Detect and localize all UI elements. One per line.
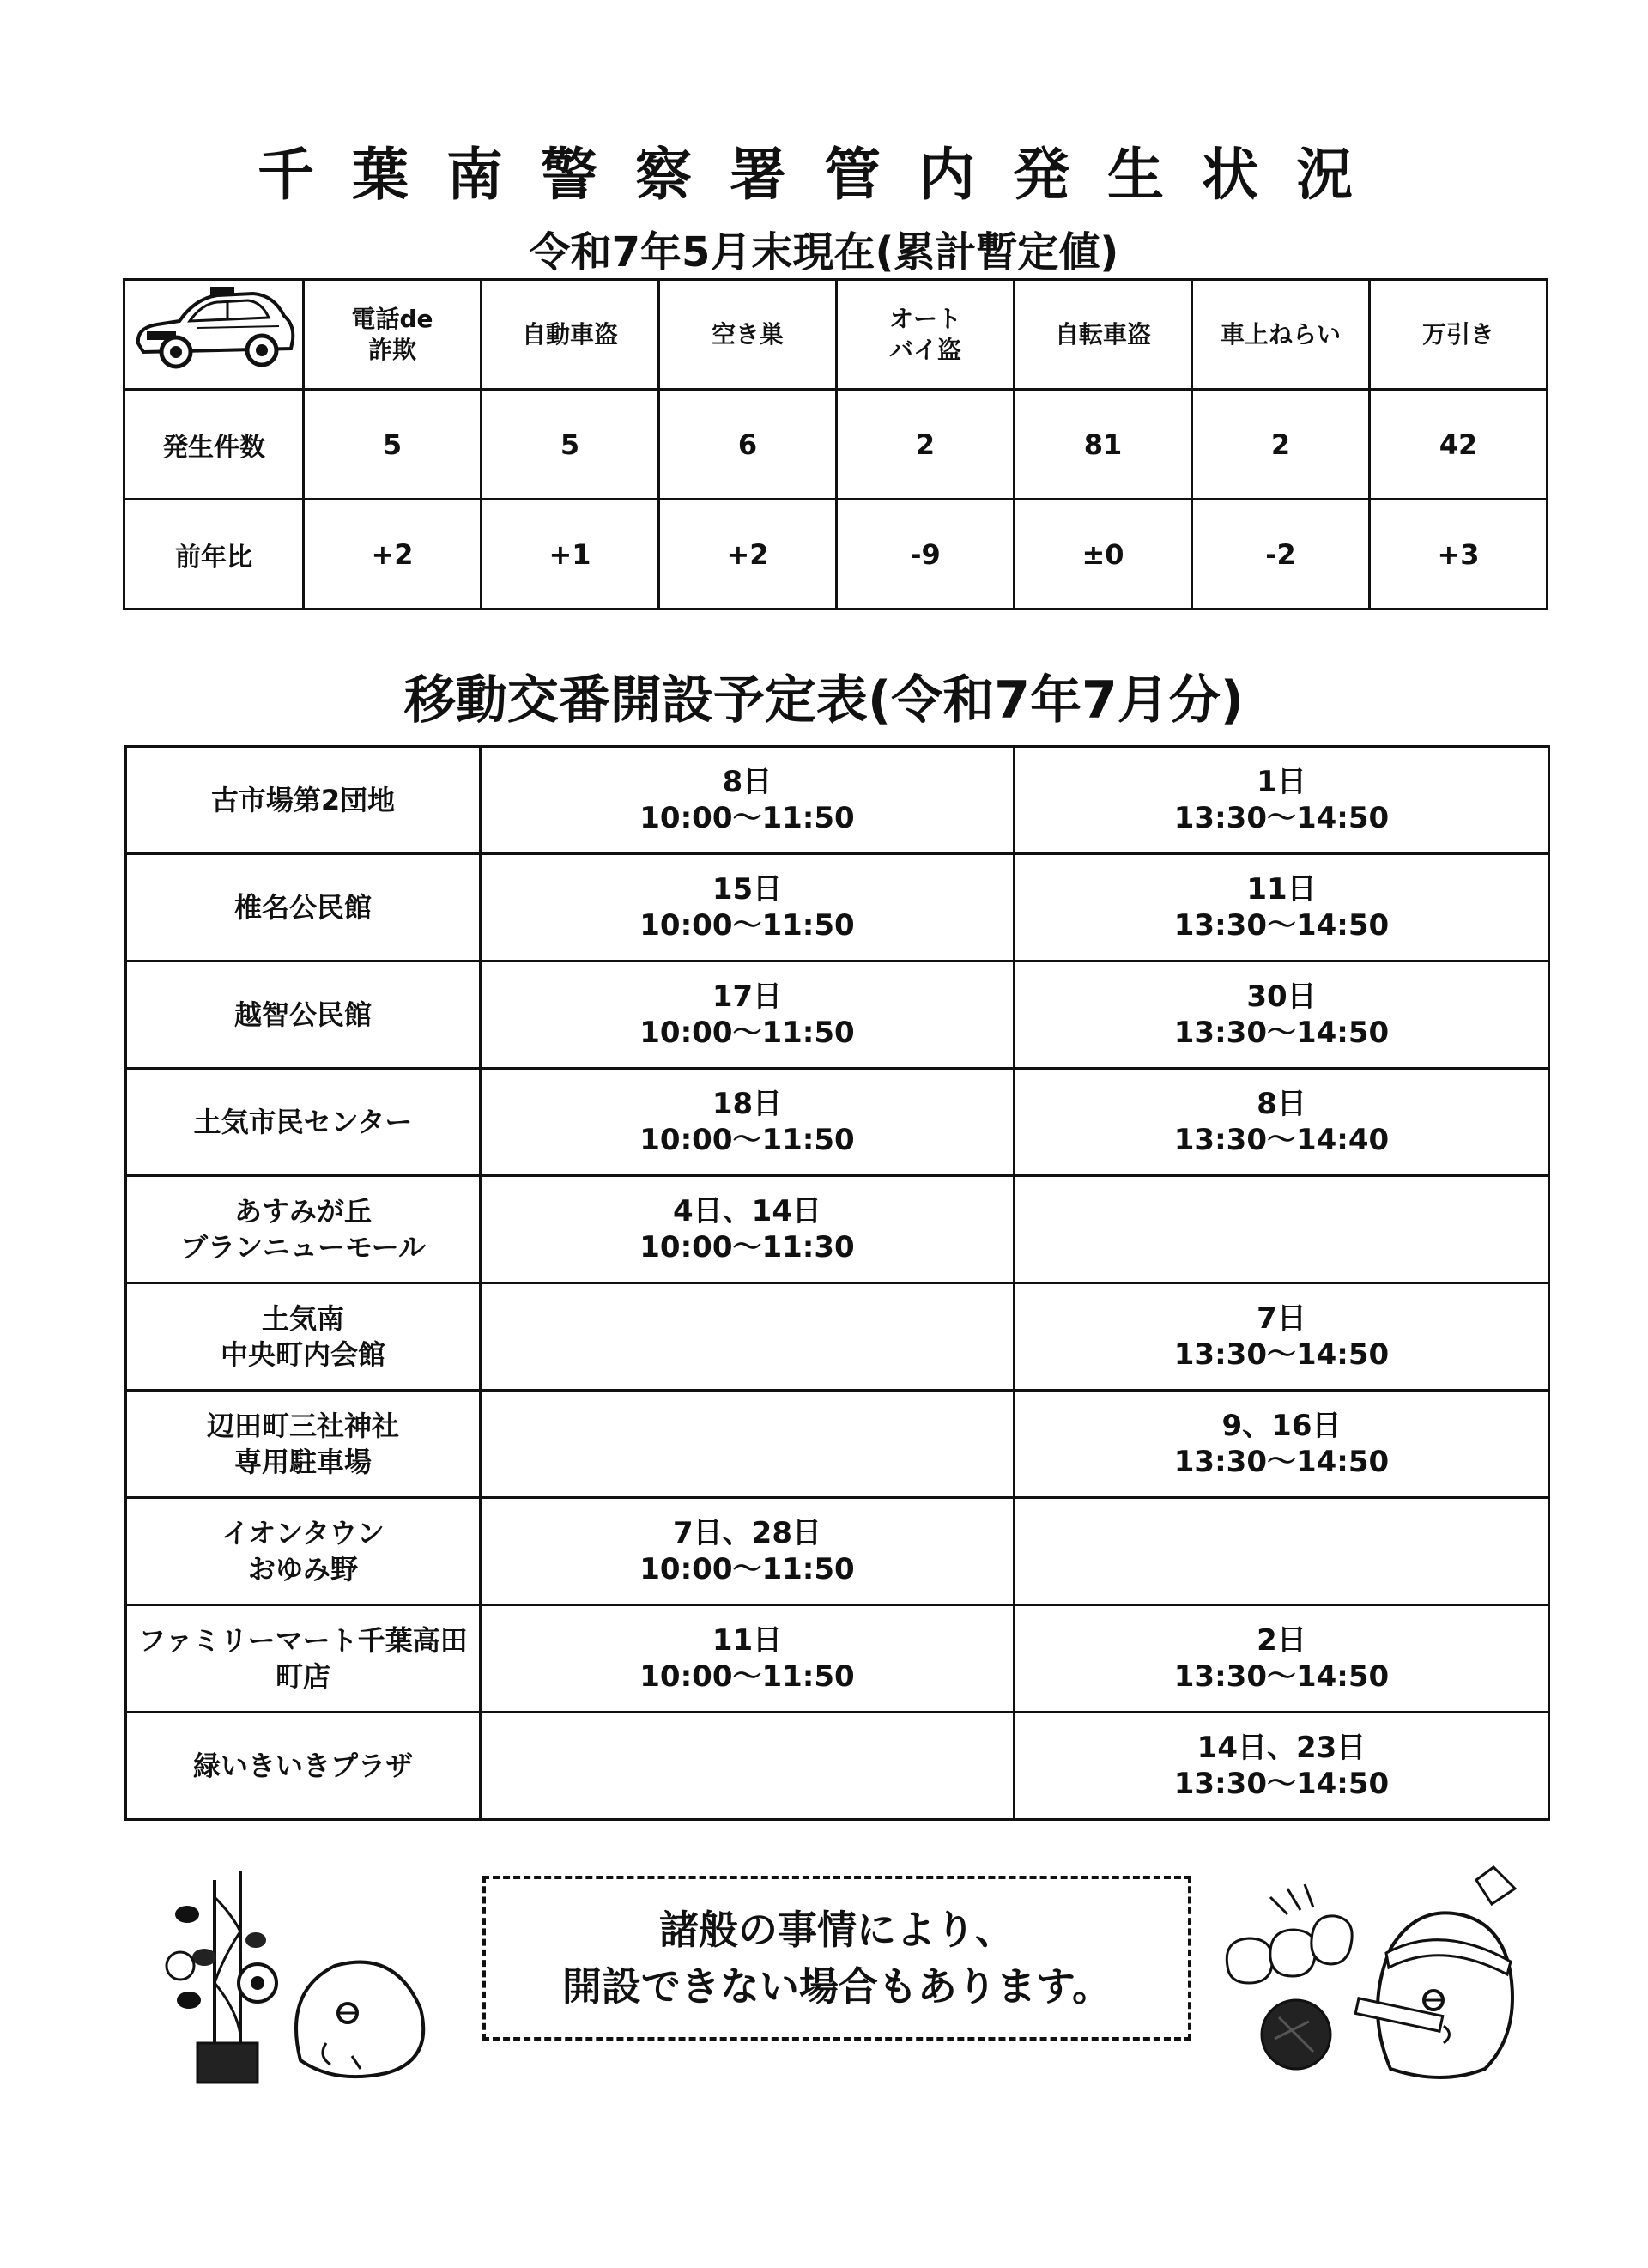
location-name: 土気市民センター — [193, 1106, 413, 1138]
pm-session-cell — [1015, 747, 1549, 854]
am-session-time: 10:00〜11:50 — [639, 801, 855, 835]
category-label: 自動車盗 — [521, 319, 618, 349]
pm-session-time: 13:30〜14:50 — [1173, 1767, 1390, 1801]
count-value: 81 — [1015, 390, 1192, 500]
page-subtitle: 令和7年5月末現在(累計暫定値) — [529, 228, 1119, 276]
am-session-cell — [481, 961, 1015, 1069]
notice-line-2: 開設できない場合もあります。 — [561, 1963, 1112, 2010]
am-session-date: 7日、28日 — [673, 1516, 821, 1550]
pm-session-time: 13:30〜14:40 — [1173, 1123, 1390, 1157]
am-session-cell — [481, 1713, 1015, 1820]
schedule-title: 移動交番開設予定表(令和7年7月分) — [403, 670, 1245, 731]
category-label: 自転車盗 — [1054, 319, 1151, 349]
pm-session-cell — [1015, 961, 1549, 1069]
am-session-date: 17日 — [712, 979, 783, 1014]
police-box-schedule-table — [124, 745, 1550, 1821]
location-cell — [126, 1069, 481, 1176]
diff-value: +3 — [1370, 500, 1548, 609]
am-session-time: 10:00〜11:50 — [639, 1016, 855, 1050]
am-session-date: 18日 — [712, 1087, 783, 1121]
category-header — [1370, 280, 1548, 390]
location-name: ブランニューモール — [179, 1231, 427, 1264]
location-name: 椎名公民館 — [233, 891, 372, 924]
location-name: 専用駐車場 — [233, 1446, 372, 1478]
pm-session-date: 30日 — [1246, 979, 1317, 1014]
category-header — [1192, 280, 1370, 390]
crime-stats-table — [123, 278, 1548, 610]
am-session-time: 10:00〜11:50 — [639, 908, 855, 943]
am-session-cell — [481, 1605, 1015, 1713]
notice-line-1: 諸般の事情により、 — [659, 1907, 1015, 1953]
location-cell — [126, 747, 481, 854]
pm-session-date: 2日 — [1257, 1623, 1306, 1658]
pm-session-date: 9、16日 — [1221, 1409, 1342, 1443]
category-label: 空き巣 — [711, 319, 784, 349]
category-label: 電話de — [351, 304, 433, 333]
pm-session-date: 14日、23日 — [1197, 1731, 1366, 1765]
location-cell — [126, 961, 481, 1069]
category-header — [304, 280, 482, 390]
diff-label: 前年比 — [124, 500, 304, 609]
location-name: イオンタウン — [221, 1517, 385, 1549]
location-cell — [126, 1605, 481, 1713]
pm-session-cell — [1015, 1498, 1549, 1605]
am-session-time: 10:00〜11:50 — [639, 1659, 855, 1694]
schedule-row — [126, 854, 1549, 961]
mascot-with-watermelon-icon — [1219, 1863, 1528, 2086]
am-session-cell — [481, 1283, 1015, 1391]
pm-session-cell — [1015, 1605, 1549, 1713]
count-value: 2 — [1192, 390, 1370, 500]
schedule-row — [126, 1176, 1549, 1283]
pm-session-date: 11日 — [1246, 872, 1317, 907]
am-session-time: 10:00〜11:30 — [639, 1230, 855, 1264]
stats-diff-row — [124, 500, 1548, 609]
schedule-row — [126, 1605, 1549, 1713]
category-header — [1015, 280, 1192, 390]
am-session-cell — [481, 1069, 1015, 1176]
am-session-cell — [481, 747, 1015, 854]
am-session-time: 10:00〜11:50 — [639, 1123, 855, 1157]
category-label: オート — [888, 304, 961, 333]
location-name: 越智公民館 — [233, 998, 372, 1031]
pm-session-cell — [1015, 854, 1549, 961]
diff-value: -9 — [837, 500, 1015, 609]
diff-value: -2 — [1192, 500, 1370, 609]
location-name: あすみが丘 — [233, 1195, 372, 1228]
location-name: おゆみ野 — [247, 1553, 358, 1586]
location-cell — [126, 854, 481, 961]
location-cell — [126, 1498, 481, 1605]
pm-session-time: 13:30〜14:50 — [1173, 801, 1390, 835]
pm-session-date: 7日 — [1257, 1301, 1306, 1336]
am-session-cell — [481, 1498, 1015, 1605]
diff-value: +2 — [304, 500, 482, 609]
stats-count-row — [124, 390, 1548, 500]
schedule-row — [126, 1498, 1549, 1605]
category-label: 万引き — [1421, 319, 1494, 349]
am-session-date: 4日、14日 — [673, 1194, 821, 1228]
count-label: 発生件数 — [124, 390, 304, 500]
schedule-row — [126, 1713, 1549, 1820]
am-session-date: 15日 — [712, 872, 783, 907]
schedule-row — [126, 1391, 1549, 1498]
pm-session-cell — [1015, 1069, 1549, 1176]
location-name: 古市場第2団地 — [210, 784, 396, 816]
category-label: 詐欺 — [367, 335, 416, 364]
category-label: 車上ねらい — [1220, 319, 1341, 349]
diff-value: +1 — [482, 500, 659, 609]
pm-session-date: 1日 — [1257, 765, 1306, 799]
am-session-date: 11日 — [712, 1623, 783, 1658]
am-session-cell — [481, 854, 1015, 961]
pm-session-time: 13:30〜14:50 — [1173, 1659, 1390, 1694]
pm-session-time: 13:30〜14:50 — [1173, 908, 1390, 943]
category-header — [837, 280, 1015, 390]
location-name: ファミリーマート千葉高田 — [138, 1624, 468, 1657]
category-header — [482, 280, 659, 390]
am-session-date: 8日 — [722, 765, 772, 799]
am-session-time: 10:00〜11:50 — [639, 1552, 855, 1586]
pm-session-time: 13:30〜14:50 — [1173, 1016, 1390, 1050]
pm-session-cell — [1015, 1176, 1549, 1283]
schedule-row — [126, 961, 1549, 1069]
pm-session-time: 13:30〜14:50 — [1173, 1337, 1390, 1372]
count-value: 2 — [837, 390, 1015, 500]
location-name: 土気南 — [261, 1302, 344, 1335]
count-value: 6 — [659, 390, 837, 500]
am-session-cell — [481, 1176, 1015, 1283]
diff-value: +2 — [659, 500, 837, 609]
stats-header-row — [124, 280, 1548, 390]
location-cell — [126, 1713, 481, 1820]
pm-session-date: 8日 — [1257, 1087, 1306, 1121]
diff-value: ±0 — [1015, 500, 1192, 609]
pm-session-cell — [1015, 1713, 1549, 1820]
location-name: 辺田町三社神社 — [206, 1410, 399, 1442]
mascot-with-morning-glory-icon — [154, 1863, 446, 2086]
category-header — [659, 280, 837, 390]
location-cell — [126, 1176, 481, 1283]
count-value: 42 — [1370, 390, 1548, 500]
location-name: 緑いきいきプラザ — [192, 1750, 413, 1782]
notice-box — [482, 1876, 1191, 2041]
am-session-cell — [481, 1391, 1015, 1498]
location-cell — [126, 1283, 481, 1391]
police-car-icon — [124, 280, 304, 390]
count-value: 5 — [482, 390, 659, 500]
count-value: 5 — [304, 390, 482, 500]
pm-session-time: 13:30〜14:50 — [1173, 1445, 1390, 1479]
location-name: 中央町内会館 — [220, 1338, 385, 1371]
pm-session-cell — [1015, 1283, 1549, 1391]
page-title: 千葉南警察署管内発生状況 — [258, 142, 1390, 208]
pm-session-cell — [1015, 1391, 1549, 1498]
category-label: バイ盗 — [888, 335, 961, 364]
location-cell — [126, 1391, 481, 1498]
schedule-row — [126, 747, 1549, 854]
schedule-row — [126, 1283, 1549, 1391]
schedule-row — [126, 1069, 1549, 1176]
location-name: 町店 — [275, 1660, 330, 1693]
